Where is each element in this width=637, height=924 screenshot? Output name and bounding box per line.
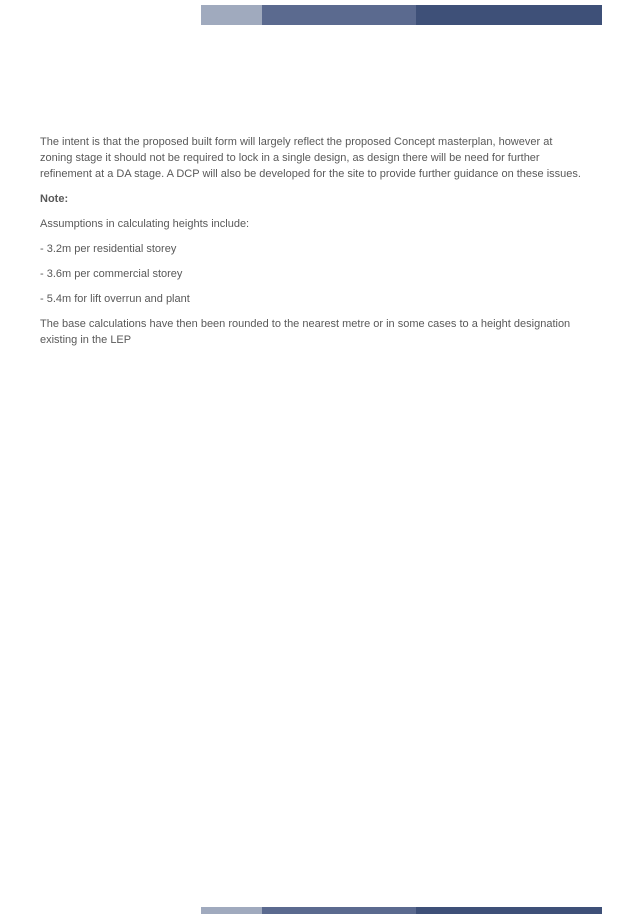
- assumptions-intro: Assumptions in calculating heights include:: [40, 218, 250, 230]
- document-body: [40, 134, 585, 357]
- footer-band-segment-light: [201, 907, 262, 914]
- intro-paragraph: The intent is that the proposed built form will largely reflect the proposed Concept masterplan, however at zoning stage it should not be required to lock in a single design, as design there will be need for further refinement at a DA stage. A DCP will also be developed for the site to provide further guidance on these issues.: [40, 136, 581, 180]
- header-band-segment-light: [201, 5, 262, 25]
- closing-paragraph: The base calculations have then been rounded to the nearest metre or in some cases to a height designation existing in the LEP: [40, 318, 571, 346]
- header-decorative-band: [201, 5, 602, 25]
- assumption-item-lift-overrun: - 5.4m for lift overrun and plant: [40, 293, 190, 305]
- assumption-item-commercial: - 3.6m per commercial storey: [40, 268, 183, 280]
- note-heading: Note:: [40, 193, 69, 205]
- header-band-segment-dark: [416, 5, 602, 25]
- footer-band-segment-mid: [262, 907, 416, 914]
- footer-band-segment-dark: [416, 907, 602, 914]
- assumption-item-residential: - 3.2m per residential storey: [40, 243, 177, 255]
- footer-decorative-band: [201, 907, 602, 914]
- header-band-segment-mid: [262, 5, 416, 25]
